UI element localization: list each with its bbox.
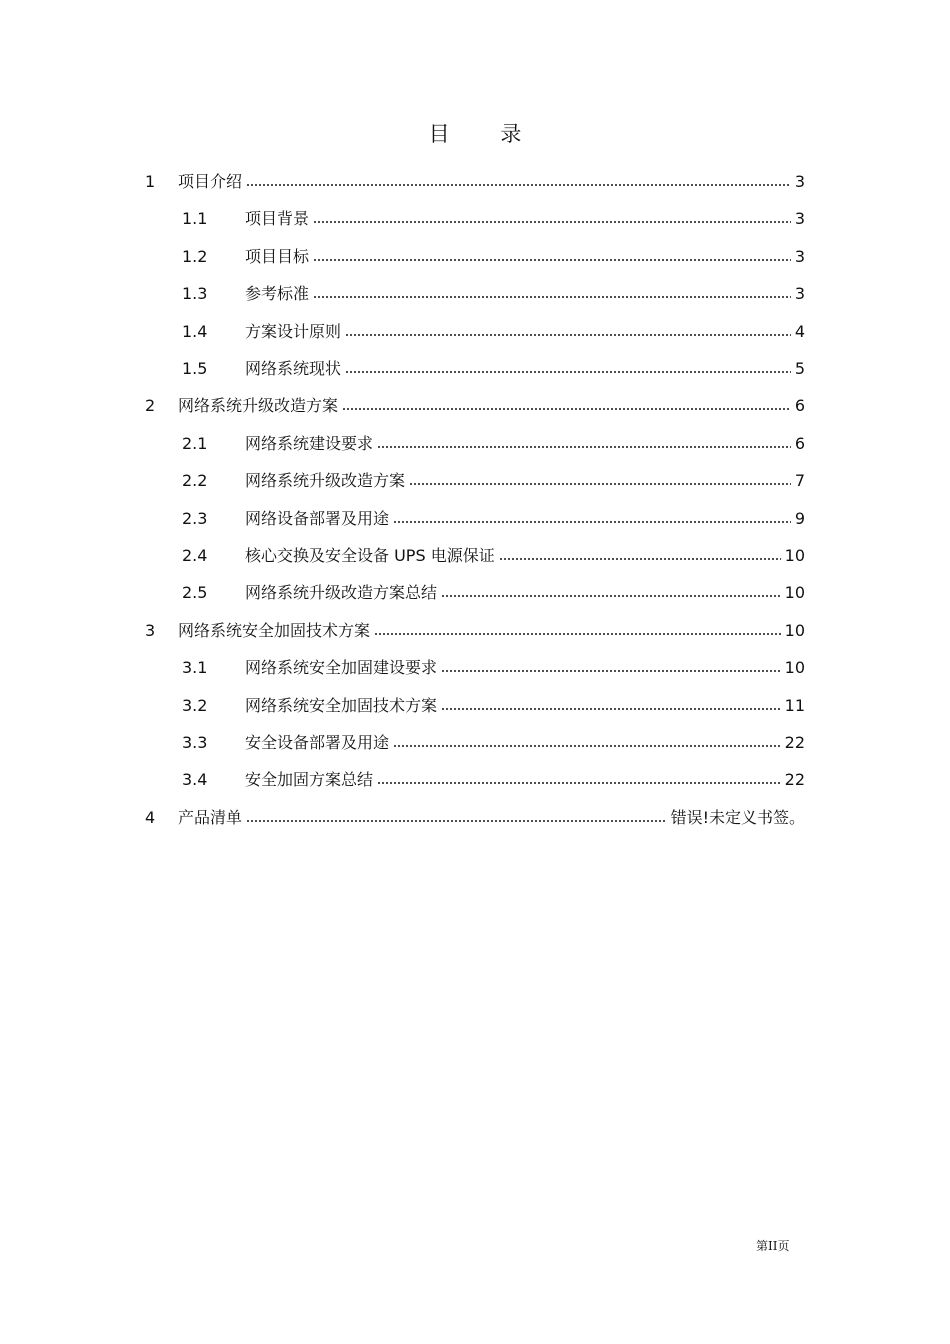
toc-entry-number: 3.3 — [182, 733, 208, 752]
toc-entry[interactable] — [0, 767, 950, 793]
toc-entry-page: 22 — [783, 767, 805, 793]
toc-dot-leader — [246, 820, 667, 822]
toc-entry-page: 10 — [783, 580, 805, 606]
toc-entry[interactable] — [0, 281, 950, 307]
toc-dot-leader — [441, 708, 781, 710]
toc-dot-leader — [374, 633, 781, 635]
toc-entry[interactable] — [0, 393, 950, 419]
toc-entry-number: 3.2 — [182, 695, 208, 715]
toc-entry-number: 3 — [145, 620, 156, 640]
toc-entry-page: 3 — [793, 281, 805, 307]
toc-dot-leader — [441, 670, 781, 672]
toc-entry-number: 4 — [145, 807, 156, 827]
toc-entry-page: 11 — [783, 693, 805, 719]
toc-entry-page: 10 — [783, 655, 805, 681]
toc-entry-title: 安全设备部署及用途 — [245, 730, 391, 756]
toc-entry-page: 10 — [783, 618, 805, 644]
toc-entry-number: 1.4 — [182, 321, 208, 341]
toc-entry[interactable] — [0, 319, 950, 345]
toc-entry-page: 3 — [793, 244, 805, 270]
toc-entry-title: 网络系统安全加固建设要求 — [245, 655, 439, 681]
toc-dot-leader — [313, 259, 791, 261]
toc-dot-leader — [499, 558, 781, 560]
toc-dot-leader — [409, 483, 791, 485]
toc-entry[interactable] — [0, 580, 950, 606]
toc-entry-number: 2.5 — [182, 583, 208, 603]
toc-entry[interactable] — [0, 655, 950, 681]
toc-entry-page: 4 — [793, 319, 805, 345]
toc-entry-page: 5 — [793, 356, 805, 382]
toc-entry-page: 10 — [783, 543, 805, 569]
toc-entry-page: 6 — [793, 393, 805, 419]
toc-entry-title: 产品清单 — [178, 805, 244, 831]
toc-entry-number: 1.1 — [182, 209, 208, 229]
toc-entry-number: 2.1 — [182, 433, 208, 453]
toc-entry-number: 1.2 — [182, 246, 208, 266]
toc-entry-page: 错误!未定义书签。 — [669, 805, 805, 831]
toc-entry-title: 安全加固方案总结 — [245, 767, 375, 793]
toc-entry[interactable] — [0, 169, 950, 195]
toc-entry[interactable] — [0, 730, 950, 756]
toc-entry-number: 2 — [145, 396, 156, 416]
toc-entry-title: 网络系统安全加固技术方案 — [245, 693, 439, 719]
toc-entry[interactable] — [0, 356, 950, 382]
toc-entry-number: 3.4 — [182, 770, 208, 790]
toc-entry-title: 项目目标 — [245, 244, 311, 270]
toc-entry-page: 6 — [793, 431, 805, 457]
toc-entry[interactable] — [0, 431, 950, 457]
toc-entry-number: 1.5 — [182, 359, 208, 378]
toc-entry-title: 核心交换及安全设备 UPS 电源保证 — [245, 543, 497, 569]
toc-entry-title: 网络系统升级改造方案总结 — [245, 580, 439, 606]
toc-dot-leader — [345, 371, 791, 373]
toc-entry-page: 9 — [793, 506, 805, 532]
toc-title: 目 录 — [428, 122, 544, 146]
toc-entry-number: 2.2 — [182, 471, 208, 491]
toc-entry-page: 3 — [793, 206, 805, 232]
toc-dot-leader — [377, 782, 781, 784]
toc-entry-title: 网络系统升级改造方案 — [178, 393, 340, 419]
toc-dot-leader — [441, 595, 781, 597]
toc-dot-leader — [313, 296, 791, 298]
toc-entry-page: 22 — [783, 730, 805, 756]
toc-entry-number: 2.4 — [182, 546, 208, 565]
toc-dot-leader — [313, 221, 791, 223]
toc-entry[interactable] — [0, 693, 950, 719]
toc-entry-title: 项目介绍 — [178, 169, 244, 195]
toc-entry-title: 项目背景 — [245, 206, 311, 232]
toc-entry-number: 2.3 — [182, 508, 208, 528]
toc-entry[interactable] — [0, 206, 950, 232]
toc-entry[interactable] — [0, 618, 950, 644]
toc-dot-leader — [246, 184, 791, 186]
toc-entry-title: 网络系统安全加固技术方案 — [178, 618, 372, 644]
toc-entry[interactable] — [0, 506, 950, 532]
toc-entry-title: 网络系统现状 — [245, 356, 343, 382]
toc-dot-leader — [345, 334, 791, 336]
toc-entry[interactable] — [0, 244, 950, 270]
toc-entry-number: 1 — [145, 172, 156, 191]
toc-entry-title: 网络系统升级改造方案 — [245, 468, 407, 494]
toc-entry[interactable] — [0, 543, 950, 569]
toc-entry-title: 参考标准 — [245, 281, 311, 307]
toc-entry-number: 1.3 — [182, 284, 208, 304]
toc-entry-title: 方案设计原则 — [245, 319, 343, 345]
toc-entry[interactable] — [0, 468, 950, 494]
toc-entry-page: 7 — [793, 468, 805, 494]
toc-entry-number: 3.1 — [182, 658, 208, 678]
page-footer: 第II页 — [756, 1239, 790, 1253]
toc-entry-title: 网络设备部署及用途 — [245, 506, 391, 532]
toc-dot-leader — [393, 745, 781, 747]
toc-dot-leader — [342, 408, 791, 410]
toc-dot-leader — [393, 521, 791, 523]
toc-entry[interactable] — [0, 805, 950, 831]
toc-entry-page: 3 — [793, 169, 805, 195]
toc-dot-leader — [377, 446, 791, 448]
toc-entry-title: 网络系统建设要求 — [245, 431, 375, 457]
